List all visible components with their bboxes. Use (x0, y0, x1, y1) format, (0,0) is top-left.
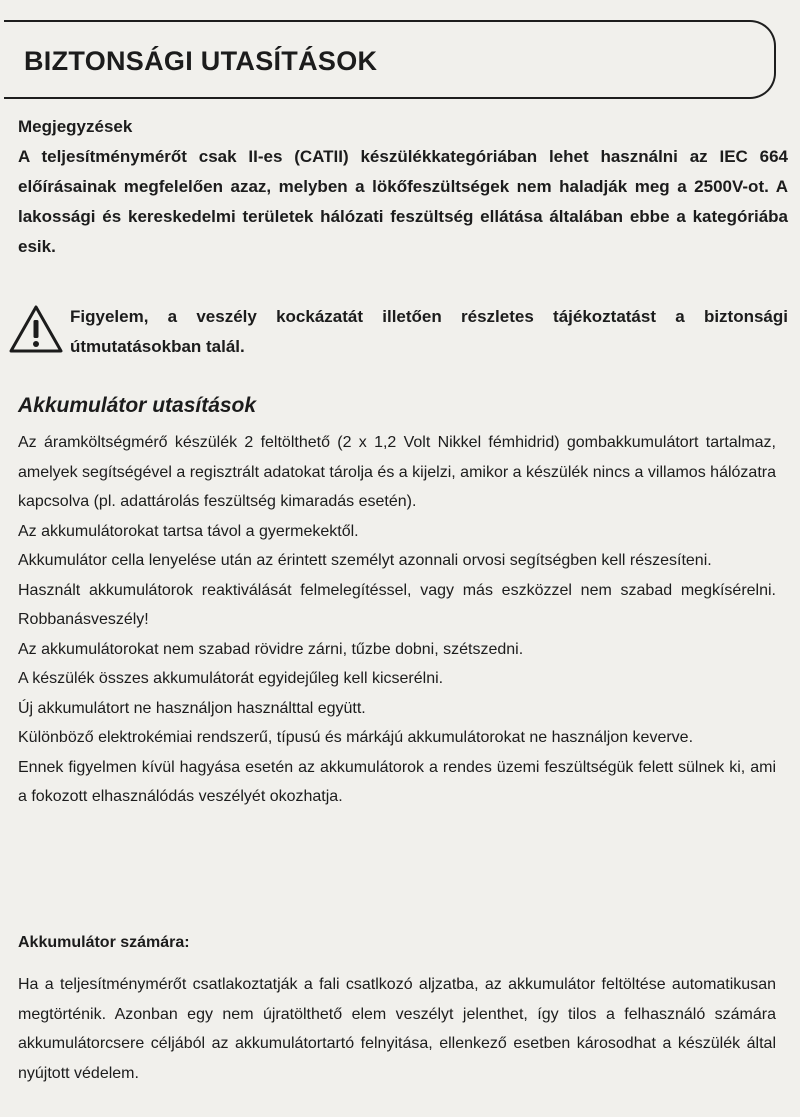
notes-heading: Megjegyzések (18, 117, 133, 136)
battery-paragraph: Új akkumulátort ne használjon használttal együtt. (18, 699, 366, 717)
for-battery-text: Ha a teljesítménymérőt csatlakoztatják a fali csatlkozó aljzatba, az akkumulátor feltöltése automatikusan megtörténik. Azonban egy nem újratölthető elem veszélyt jelenthet, így tilos a felhasználó számára akkumulátorcsere céljából az akkumulátortartó felnyitása, ellenkező esetben károsodhat a készülék által nyújtott védelem. (18, 976, 776, 1082)
battery-paragraph: Az akkumulátorokat tartsa távol a gyermekektől. (18, 522, 359, 540)
notes-text: A teljesítménymérőt csak II-es (CATII) készülékkategóriában lehet használni az IEC 664 előírásainak megfelelően azaz, melyben a lökőfeszültségek nem haladják meg a 2500V-ot. A lakossági és kereskedelmi területek hálózati feszültség ellátása általában ebbe a kategóriába esik. (18, 147, 788, 256)
battery-paragraph: Akkumulátor cella lenyelése után az érintett személyt azonnali orvosi segítségben kell részesíteni. (18, 552, 712, 569)
for-battery-heading: Akkumulátor számára: (18, 934, 190, 951)
battery-paragraph: Az akkumulátorokat nem szabad rövidre zárni, tűzbe dobni, szétszedni. (18, 640, 524, 658)
title-box (4, 20, 776, 99)
notes-section (18, 112, 788, 262)
battery-paragraph: A készülék összes akkumulátorát egyidejűleg kell kicserélni. (18, 670, 444, 687)
battery-instructions-body (18, 428, 776, 812)
battery-paragraph: Használt akkumulátorok reaktiválását felmelegítéssel, vagy más eszközzel nem szabad megkísérelni. Robbanásveszély! (18, 581, 776, 628)
warning-text: Figyelem, a veszély kockázatát illetően részletes tájékoztatást a biztonsági útmutatásokban talál. (70, 307, 788, 356)
battery-instructions-heading: Akkumulátor utasítások (18, 394, 257, 417)
page-title: BIZTONSÁGI UTASÍTÁSOK (24, 46, 378, 76)
battery-paragraph: Különböző elektrokémiai rendszerű, típusú és márkájú akkumulátorokat ne használjon keverve. (18, 729, 694, 746)
for-battery-body (18, 970, 776, 1088)
warning-box (8, 298, 788, 362)
battery-paragraph: Ennek figyelmen kívül hagyása esetén az akkumulátorok a rendes üzemi feszültségük felett sülnek ki, ami a fokozott elhasználódás veszélyét okozhatja. (18, 758, 776, 805)
battery-paragraph: Az áramköltségmérő készülék 2 feltölthető (2 x 1,2 Volt Nikkel fémhidrid) gombakkumulátort tartalmaz, amelyek segítségével a regisztrált adatokat tárolja és a kijelzi, amikor a készülék nincs a villamos hálózatra kapcsolva (pl. adattárolás feszültség kimaradás esetén). (18, 434, 776, 510)
warning-triangle-icon (8, 304, 64, 354)
